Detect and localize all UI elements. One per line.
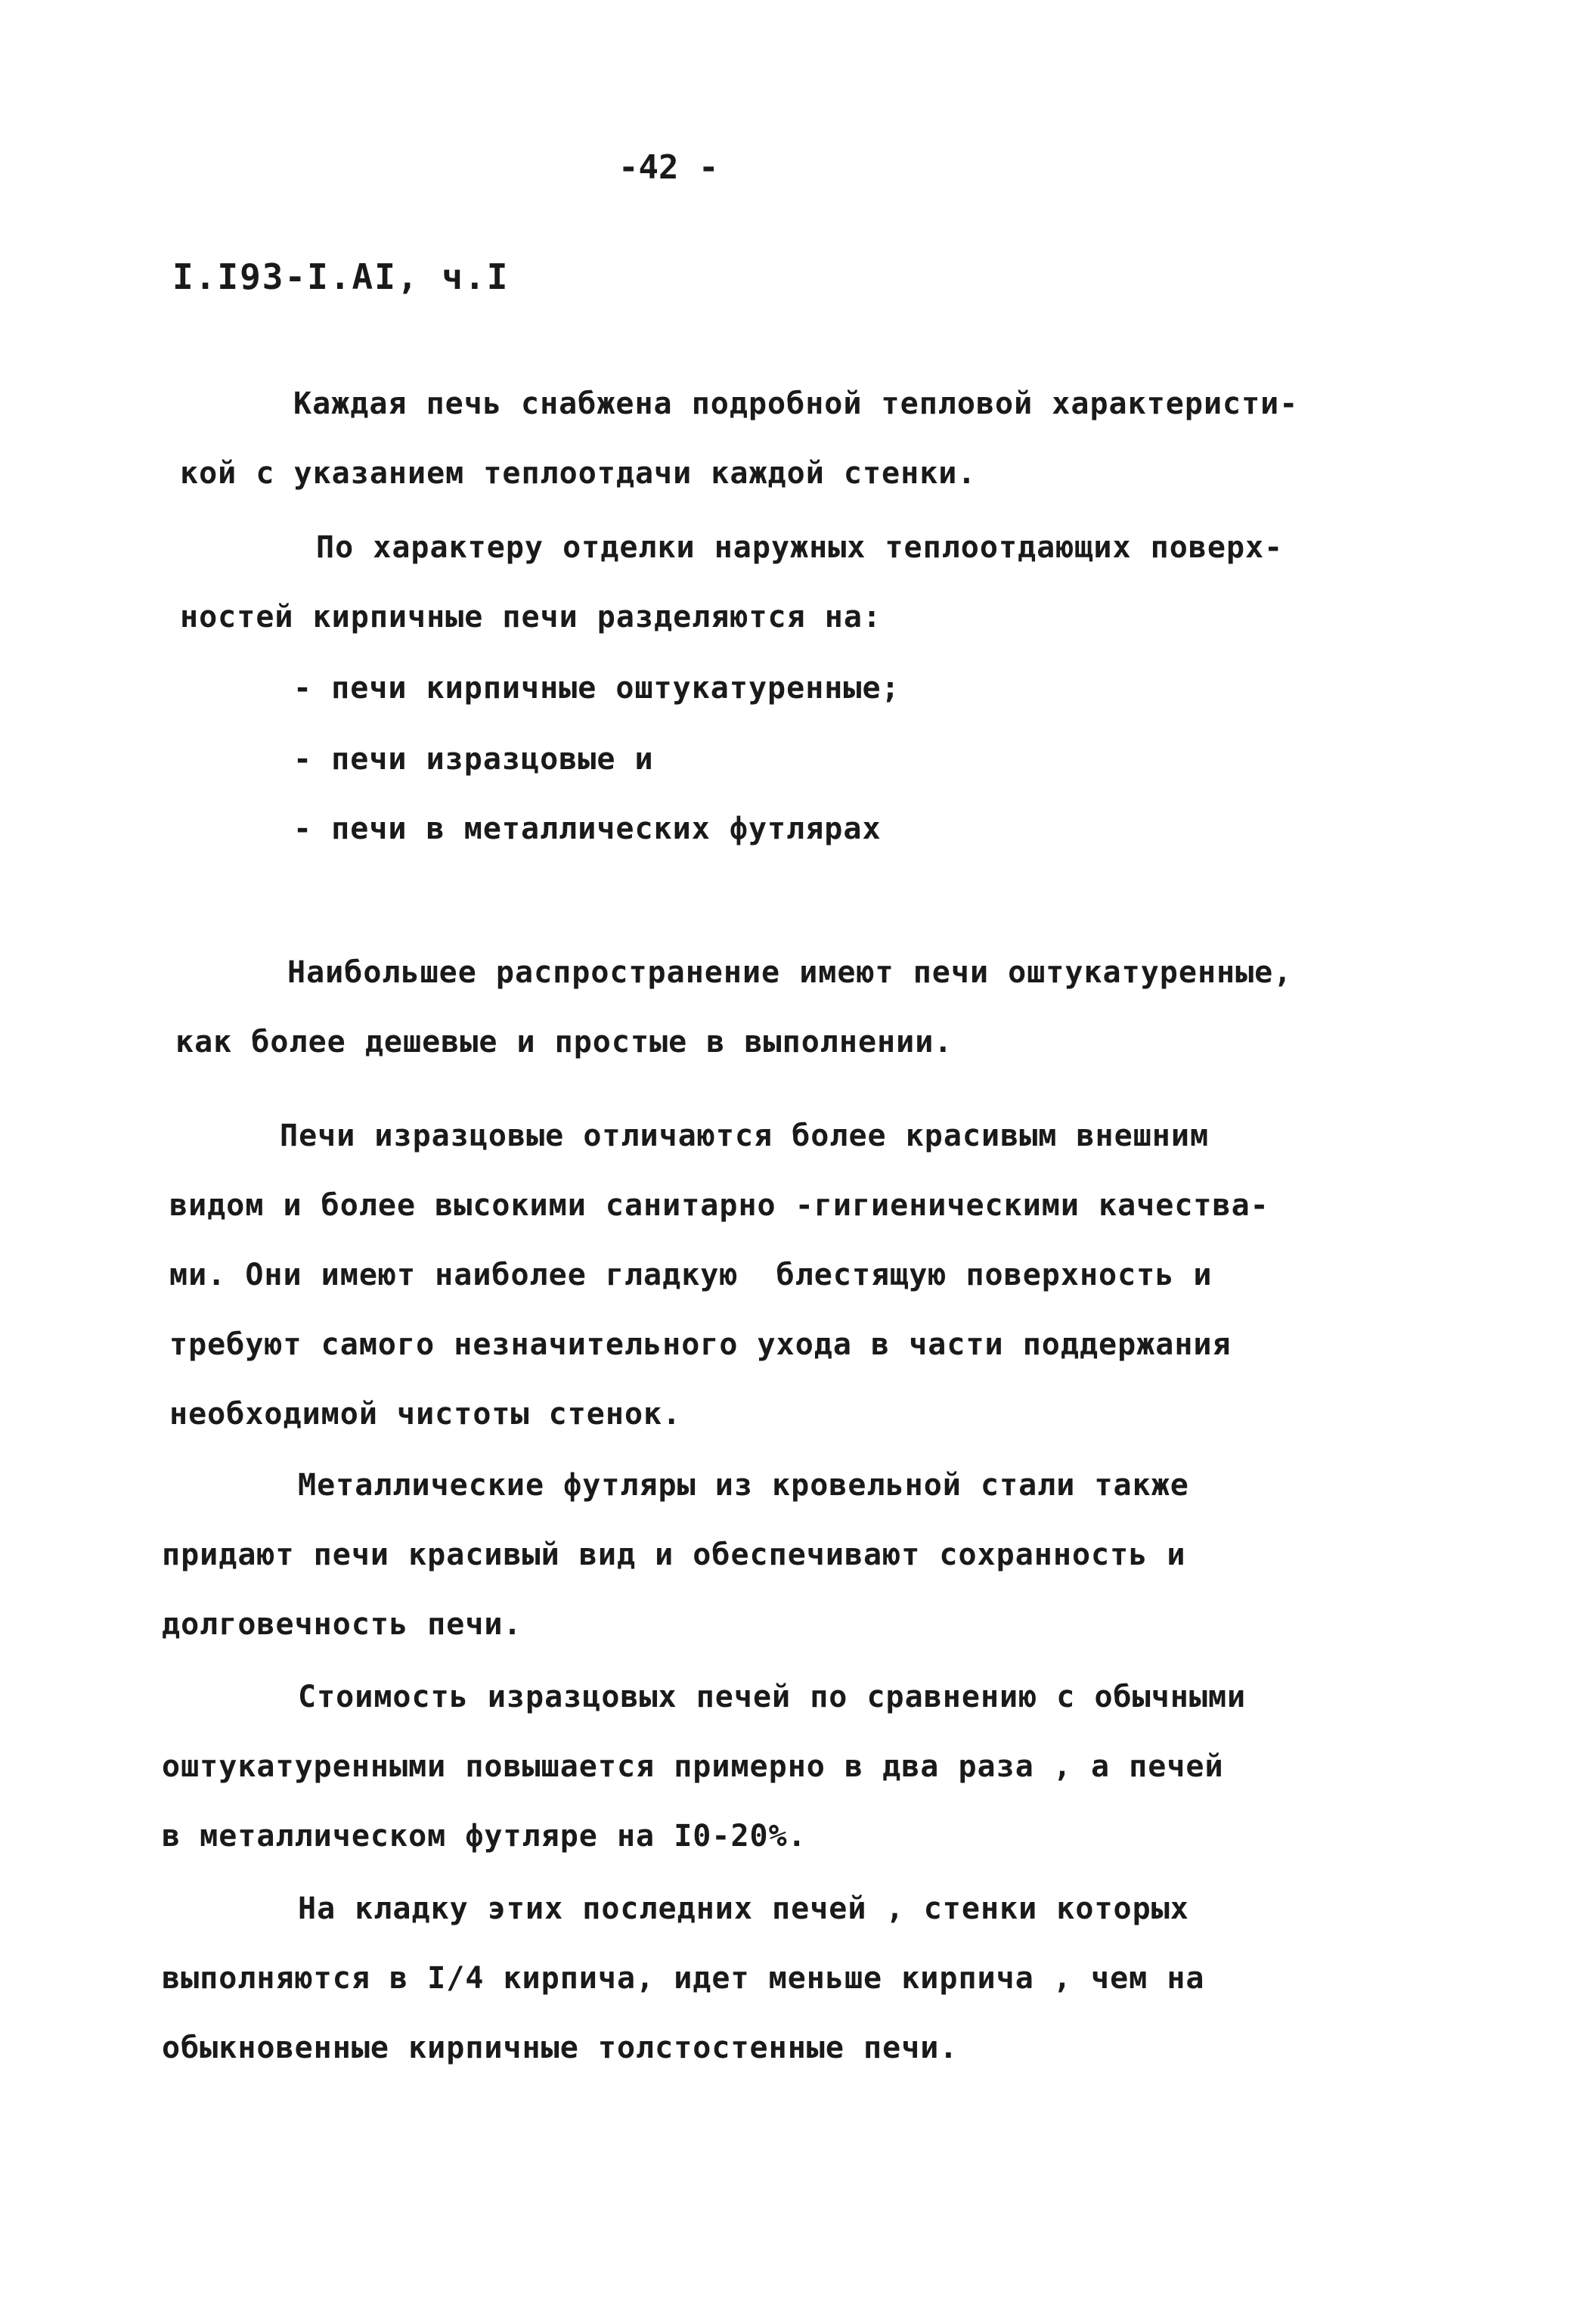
text-line: необходимой чистоты стенок. [169, 1397, 682, 1432]
text-line: Печи изразцовые отличаются более красивым внешним [280, 1118, 1210, 1153]
text-line: ностей кирпичные печи разделяются на: [180, 600, 882, 634]
text-line: в металлическом футляре на I0-20%. [162, 1819, 807, 1854]
text-line: обыкновенные кирпичные толстостенные печи. [162, 2031, 959, 2065]
list-item: - печи кирпичные оштукатуренные; [293, 671, 900, 706]
list-item: - печи в металлических футлярах [293, 811, 882, 846]
text-line: На кладку этих последних печей , стенки которых [298, 1891, 1189, 1926]
text-line: ми. Они имеют наиболее гладкую блестящую поверхность и [169, 1258, 1213, 1292]
text-line: видом и более высокими санитарно -гигиеническими качества- [169, 1188, 1269, 1223]
text-line: Стоимость изразцовых печей по сравнению с обычными [298, 1680, 1247, 1714]
text-line: как более дешевые и простые в выполнении. [175, 1025, 953, 1060]
text-line: кой с указанием теплоотдачи каждой стенки. [180, 456, 977, 491]
text-line: требуют самого незначительного ухода в части поддержания [169, 1327, 1232, 1362]
text-line: По характеру отделки наружных теплоотдающих поверх- [316, 530, 1284, 565]
text-line: придают печи красивый вид и обеспечивают сохранность и [162, 1537, 1186, 1572]
text-line: оштукатуренными повышается примерно в два раза , а печей [162, 1749, 1224, 1784]
page-number: -42 - [618, 148, 719, 187]
text-line: Каждая печь снабжена подробной тепловой характеристи- [293, 386, 1299, 421]
document-code: I.I93-I.AI, ч.I [172, 256, 510, 297]
text-line: долговечность печи. [162, 1607, 522, 1642]
text-line: выполняются в I/4 кирпича, идет меньше кирпича , чем на [162, 1961, 1205, 1996]
list-item: - печи изразцовые и [293, 742, 654, 777]
text-line: Наибольшее распространение имеют печи оштукатуренные, [287, 955, 1293, 990]
text-line: Металлические футляры из кровельной стали также [298, 1468, 1189, 1503]
